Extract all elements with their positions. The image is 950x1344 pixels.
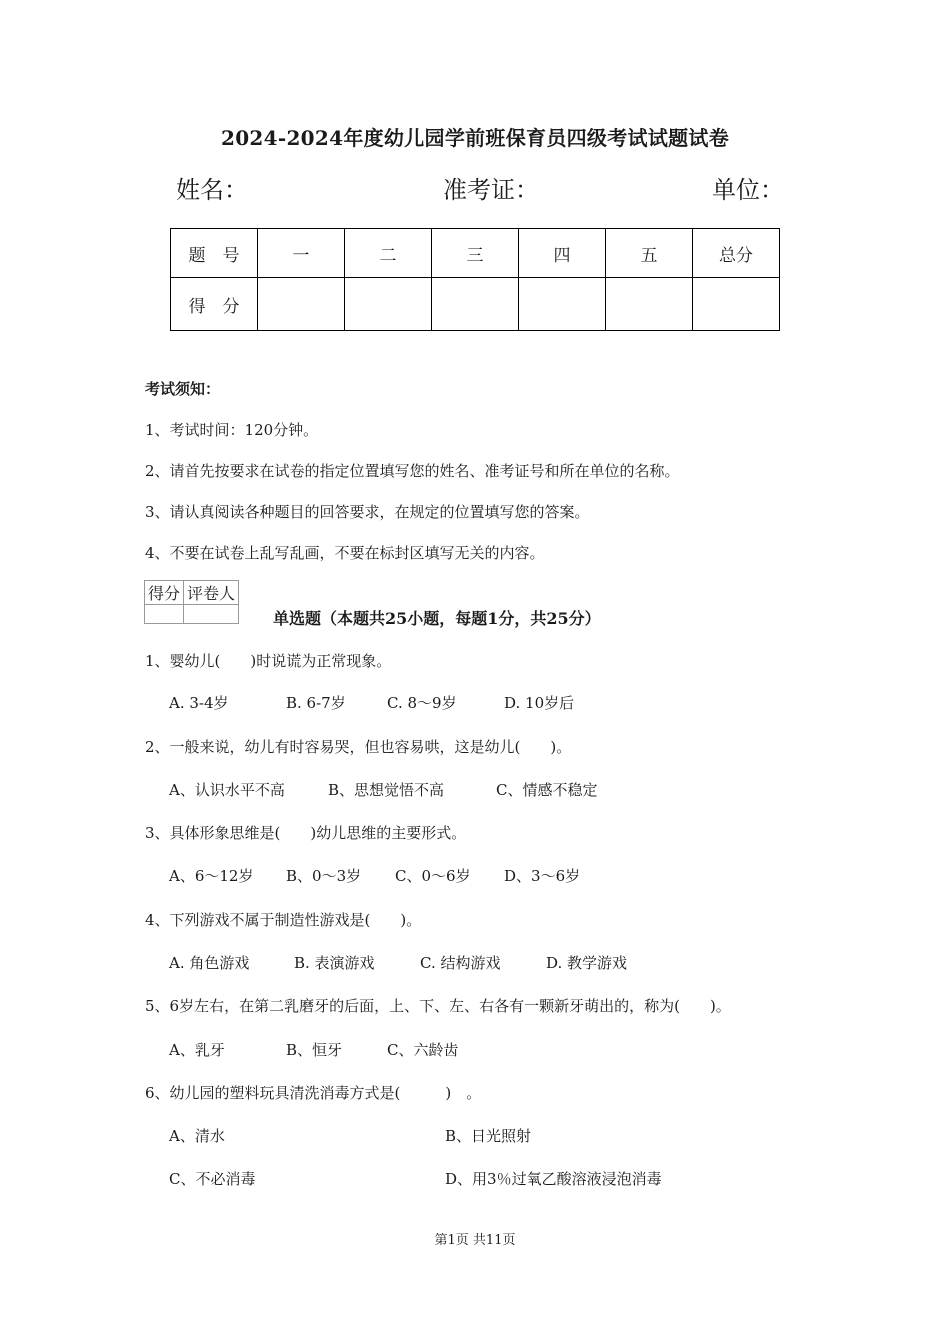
question-stem: 4、下列游戏不属于制造性游戏是( )。 (145, 911, 422, 929)
question-stem: 1、婴幼儿( )时说谎为正常现象。 (145, 652, 392, 670)
exam-id-field-label: 准考证： (443, 176, 539, 204)
question-stem: 6、幼儿园的塑料玩具清洗消毒方式是( ) 。 (145, 1084, 482, 1102)
question-option[interactable]: A、认识水平不高 (169, 781, 285, 799)
score-table-header-cell: 题 号 (171, 229, 258, 278)
question-option[interactable]: A、乳牙 (169, 1041, 225, 1059)
score-table-score-row (171, 278, 780, 331)
note-item: 4、不要在试卷上乱写乱画，不要在标封区填写无关的内容。 (145, 544, 545, 562)
grader-score-cell[interactable] (145, 605, 184, 624)
question-option[interactable]: D. 教学游戏 (546, 954, 628, 972)
grader-reviewer-cell[interactable] (184, 605, 239, 624)
score-table-header-cell: 三 (432, 229, 519, 278)
question-option[interactable]: C、六龄齿 (387, 1041, 459, 1059)
question-option[interactable]: D. 10岁后 (504, 694, 575, 712)
question-stem: 2、一般来说，幼儿有时容易哭，但也容易哄，这是幼儿( )。 (145, 738, 572, 756)
score-cell[interactable] (693, 278, 780, 331)
page-footer: 第1页 共11页 (434, 1233, 516, 1248)
score-cell[interactable] (606, 278, 693, 331)
score-row-label: 得 分 (171, 278, 258, 331)
score-table-header-row (171, 229, 780, 278)
section-title: 单选题（本题共25小题，每题1分，共25分） (273, 609, 601, 628)
exam-title: 2024-2024年度幼儿园学前班保育员四级考试试题试卷 (220, 126, 730, 150)
score-cell[interactable] (345, 278, 432, 331)
question-option[interactable]: D、3～6岁 (504, 867, 581, 885)
grader-box (144, 580, 239, 624)
score-table-header-cell: 一 (258, 229, 345, 278)
note-item: 3、请认真阅读各种题目的回答要求，在规定的位置填写您的答案。 (145, 503, 590, 521)
question-option[interactable]: B、0～3岁 (286, 867, 362, 885)
grader-score-label: 得分 (145, 581, 184, 605)
question-option[interactable]: D、用3％过氧乙酸溶液浸泡消毒 (445, 1170, 662, 1188)
notes-title: 考试须知： (145, 380, 221, 398)
question-option[interactable]: C、0～6岁 (395, 867, 471, 885)
question-option[interactable]: C. 8～9岁 (387, 694, 457, 712)
question-option[interactable]: A. 角色游戏 (169, 954, 250, 972)
question-option[interactable]: B、思想觉悟不高 (328, 781, 445, 799)
question-option[interactable]: C. 结构游戏 (420, 954, 501, 972)
question-option[interactable]: B. 表演游戏 (294, 954, 375, 972)
score-table-header-cell: 四 (519, 229, 606, 278)
question-stem: 3、具体形象思维是( )幼儿思维的主要形式。 (145, 824, 467, 842)
grader-reviewer-label: 评卷人 (184, 581, 239, 605)
name-field-label: 姓名： (176, 176, 248, 204)
score-cell[interactable] (432, 278, 519, 331)
score-table-header-cell: 五 (606, 229, 693, 278)
question-option[interactable]: C、情感不稳定 (496, 781, 598, 799)
question-option[interactable]: C、不必消毒 (169, 1170, 256, 1188)
score-table (170, 228, 780, 331)
score-cell[interactable] (519, 278, 606, 331)
score-cell[interactable] (258, 278, 345, 331)
question-option[interactable]: A. 3-4岁 (169, 694, 229, 712)
note-item: 1、考试时间：120分钟。 (145, 421, 319, 439)
question-option[interactable]: A、6～12岁 (169, 867, 254, 885)
question-option[interactable]: B. 6-7岁 (286, 694, 346, 712)
score-table-header-cell: 二 (345, 229, 432, 278)
unit-field-label: 单位： (712, 176, 784, 204)
question-option[interactable]: B、恒牙 (286, 1041, 343, 1059)
question-option[interactable]: A、清水 (169, 1127, 225, 1145)
question-stem: 5、6岁左右，在第二乳磨牙的后面，上、下、左、右各有一颗新牙萌出的，称为( )。 (145, 997, 731, 1015)
score-table-header-cell: 总分 (693, 229, 780, 278)
question-option[interactable]: B、日光照射 (445, 1127, 532, 1145)
note-item: 2、请首先按要求在试卷的指定位置填写您的姓名、准考证号和所在单位的名称。 (145, 462, 680, 480)
